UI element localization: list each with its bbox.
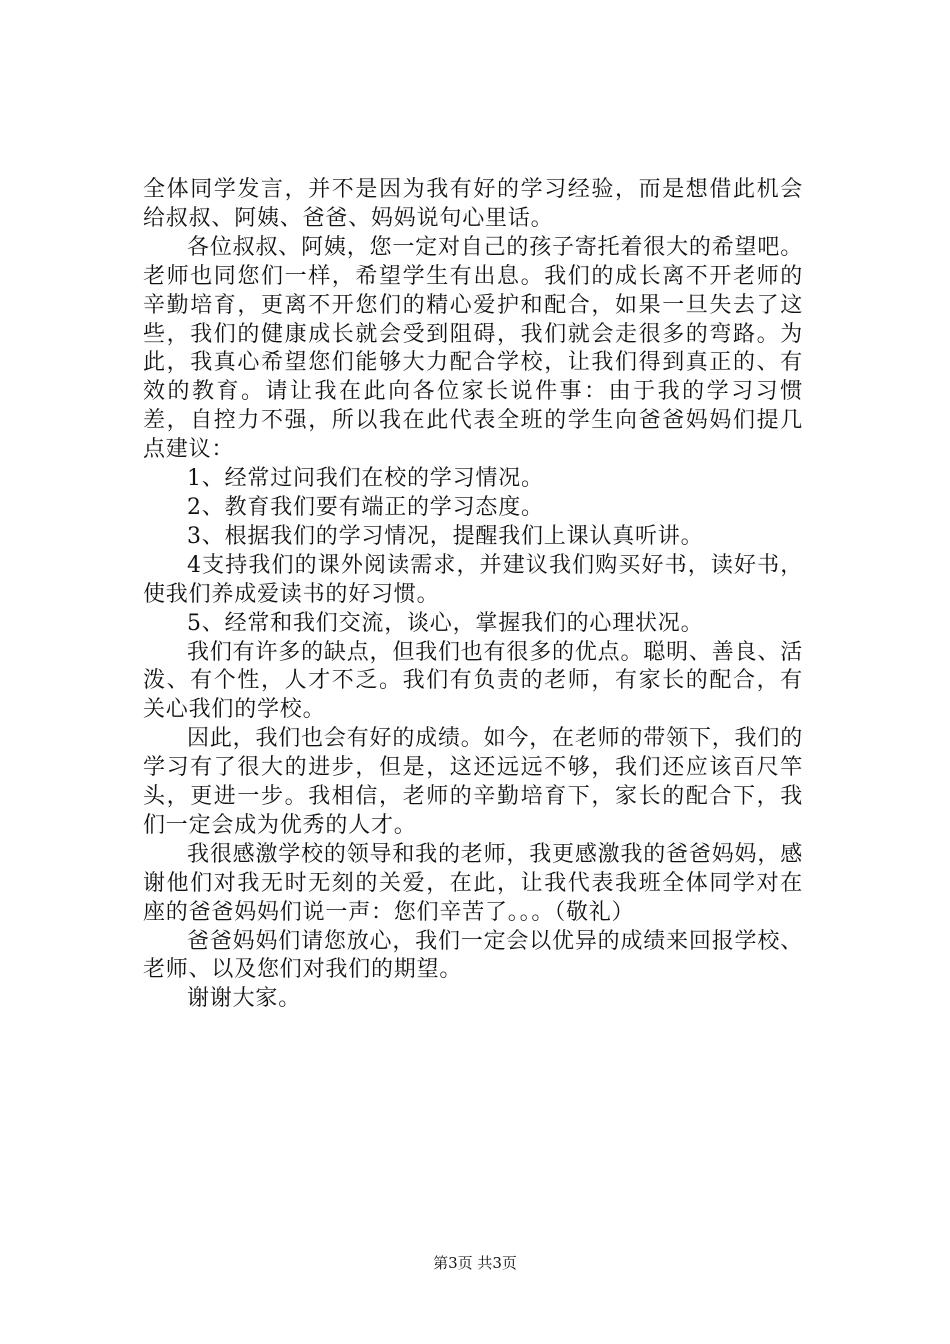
paragraph-3: 1、经常过问我们在校的学习情况。 <box>187 466 544 492</box>
paragraph-11: 爸爸妈妈们请您放心，我们一定会以优异的成绩来回报学校、老师、以及您们对我们的期望。 <box>143 928 803 983</box>
paragraph-12: 谢谢大家。 <box>187 986 302 1012</box>
document-body <box>143 176 803 1014</box>
paragraph-5: 3、根据我们的学习情况，提醒我们上课认真听讲。 <box>187 523 704 549</box>
paragraph-9: 因此，我们也会有好的成绩。如今，在老师的带领下，我们的学习有了很大的进步，但是，这还远远不够，我们还应该百尺竿头，更进一步。我相信，老师的辛勤培育下，家长的配合下，我们一定会成为优秀的人才。 <box>143 726 803 838</box>
paragraph-8: 我们有许多的缺点，但我们也有很多的优点。聪明、善良、活泼、有个性，人才不乏。我们有负责的老师，有家长的配合，有关心我们的学校。 <box>143 639 803 723</box>
paragraph-6: 4支持我们的课外阅读需求，并建议我们购买好书，读好书，使我们养成爱读书的好习惯。 <box>143 552 803 607</box>
paragraph-10: 我很感激学校的领导和我的老师，我更感激我的爸爸妈妈，感谢他们对我无时无刻的关爱，在此，让我代表我班全体同学对在座的爸爸妈妈们说一声：您们辛苦了。。。（敬礼） <box>143 841 803 925</box>
page-number-label: 第3页 共3页 <box>433 1254 517 1272</box>
page-footer <box>0 1253 950 1273</box>
paragraph-2: 各位叔叔、阿姨，您一定对自己的孩子寄托着很大的希望吧。老师也同您们一样，希望学生有出息。我们的成长离不开老师的辛勤培育，更离不开您们的精心爱护和配合，如果一旦失去了这些，我们的健康成长就会受到阻碍，我们就会走很多的弯路。为此，我真心希望您们能够大力配合学校，让我们得到真正的、有效的教育。请让我在此向各位家长说件事：由于我的学习习惯差，自控力不强，所以我在此代表全班的学生向爸爸妈妈们提几点建议： <box>143 234 803 463</box>
paragraph-4: 2、教育我们要有端正的学习态度。 <box>187 494 544 520</box>
paragraph-1: 全体同学发言，并不是因为我有好的学习经验，而是想借此机会给叔叔、阿姨、爸爸、妈妈说句心里话。 <box>143 177 803 231</box>
paragraph-7: 5、经常和我们交流，谈心，掌握我们的心理状况。 <box>187 610 704 636</box>
